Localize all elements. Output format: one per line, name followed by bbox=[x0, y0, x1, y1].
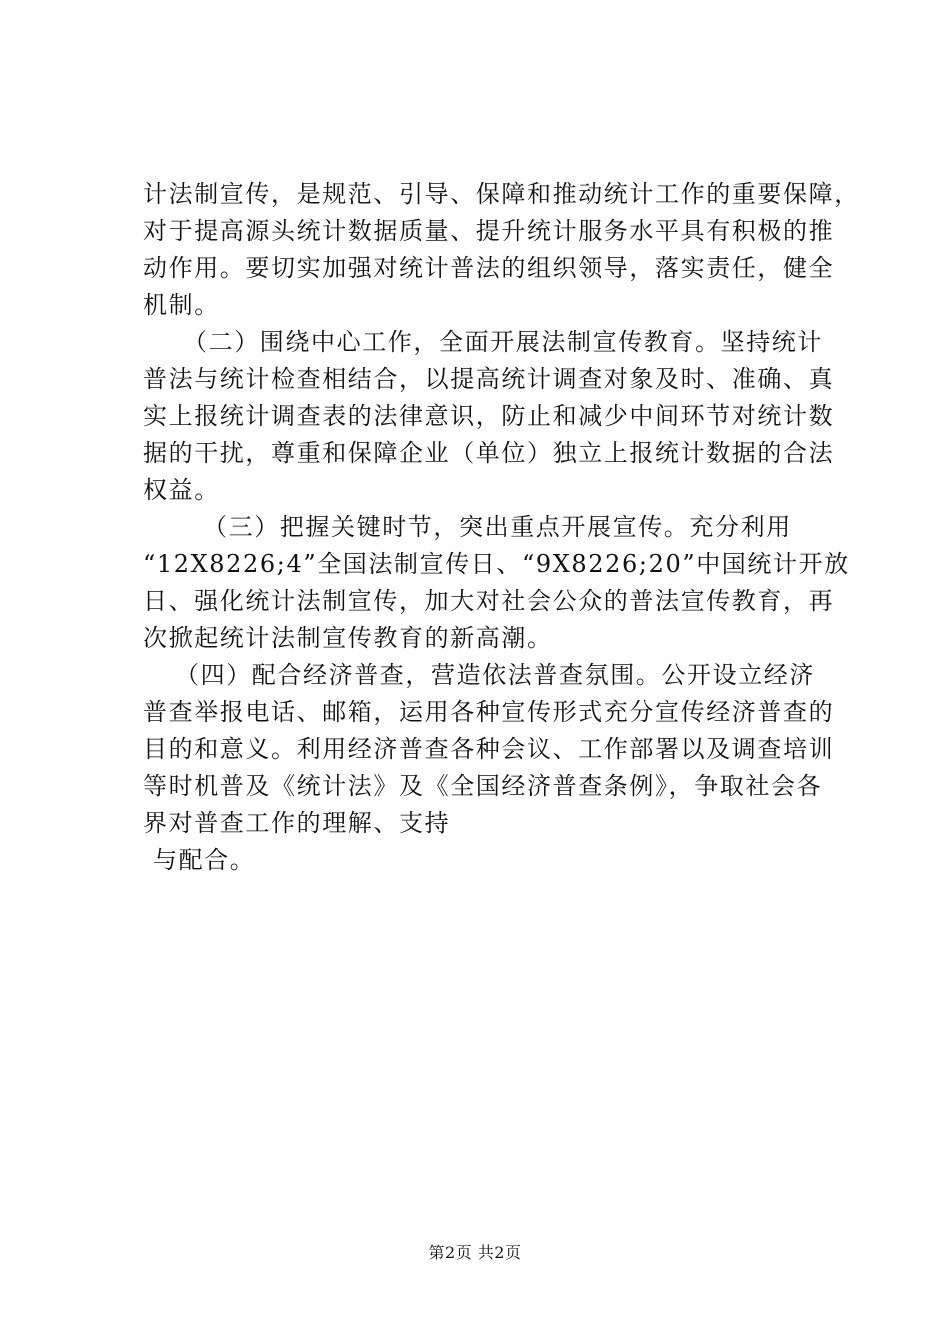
paragraph-line: “12X8226;4”全国法制宣传日、“9X8226;20”中国统计开放 bbox=[143, 550, 850, 578]
paragraph-line: （四）配合经济普查，营造依法普查氛围。公开设立经济 bbox=[175, 661, 815, 689]
paragraph-line: 对于提高源头统计数据质量、提升统计服务水平具有积极的推 bbox=[143, 217, 835, 245]
paragraph-line: 权益。 bbox=[143, 476, 220, 504]
paragraph-line: 日、强化统计法制宣传，加大对社会公众的普法宣传教育，再 bbox=[143, 587, 835, 615]
paragraph-line: （二）围绕中心工作，全面开展法制宣传教育。坚持统计 bbox=[183, 328, 823, 356]
paragraph-line: 普法与统计检查相结合，以提高统计调查对象及时、准确、真 bbox=[143, 365, 835, 393]
paragraph-line: 机制。 bbox=[143, 291, 220, 319]
paragraph-line: 实上报统计调查表的法律意识，防止和减少中间环节对统计数 bbox=[143, 402, 835, 430]
paragraph-line: 据的干扰，尊重和保障企业（单位）独立上报统计数据的合法 bbox=[143, 439, 835, 467]
paragraph-line: 计法制宣传，是规范、引导、保障和推动统计工作的重要保障， bbox=[143, 180, 860, 208]
paragraph-line: 动作用。要切实加强对统计普法的组织领导，落实责任，健全 bbox=[143, 254, 835, 282]
paragraph-line: 界对普查工作的理解、支持 bbox=[143, 809, 451, 837]
paragraph-line: 等时机普及《统计法》及《全国经济普查条例》，争取社会各 bbox=[143, 772, 823, 800]
page-number-footer: 第2页 共2页 bbox=[428, 1243, 522, 1262]
paragraph-line: 与配合。 bbox=[153, 846, 256, 874]
paragraph-line: 目的和意义。利用经济普查各种会议、工作部署以及调查培训 bbox=[143, 735, 835, 763]
paragraph-line: （三）把握关键时节，突出重点开展宣传。充分利用 bbox=[203, 513, 792, 541]
document-body bbox=[143, 176, 860, 879]
paragraph-line: 普查举报电话、邮箱，运用各种宣传形式充分宣传经济普查的 bbox=[143, 698, 835, 726]
paragraph-line: 次掀起统计法制宣传教育的新高潮。 bbox=[143, 624, 553, 652]
